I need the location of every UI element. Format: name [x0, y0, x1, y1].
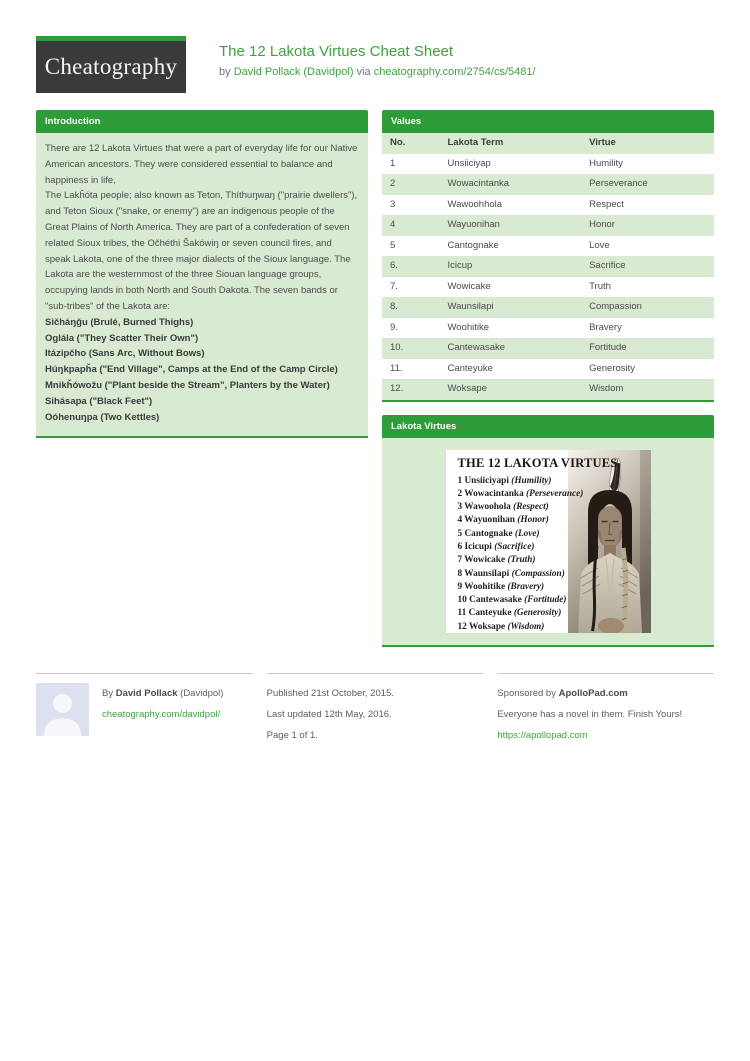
- virtue-name: (Humility): [511, 475, 552, 486]
- values-section: [382, 110, 714, 402]
- sponsor-line: [497, 683, 714, 704]
- table-cell: Icicup: [447, 260, 473, 271]
- virtue-name: (Love): [514, 528, 540, 539]
- lakota-bands-list: [45, 315, 359, 426]
- table-cell: Compassion: [589, 301, 642, 312]
- virtues-image-line: [458, 568, 651, 581]
- table-cell: Cantognake: [447, 239, 499, 251]
- footer-sponsor-column: [497, 673, 714, 746]
- table-cell: Waunsilapi: [447, 301, 494, 312]
- table-row: [382, 236, 714, 257]
- virtues-image-line: [458, 581, 651, 594]
- footer-author-handle: (Davidpol): [177, 687, 224, 699]
- virtue-name: (Generosity): [513, 608, 562, 619]
- virtue-name: (Respect): [513, 502, 549, 513]
- table-row: [382, 297, 714, 318]
- band-line: Oglála ("They Scatter Their Own"): [45, 332, 199, 344]
- lakota-virtues-section-header: Lakota Virtues: [382, 415, 714, 438]
- avatar[interactable]: [36, 683, 89, 736]
- virtue-name: (Fortitude): [524, 595, 567, 606]
- virtues-image-line: [458, 541, 651, 554]
- virtues-image-line: [458, 488, 651, 501]
- virtues-image: [446, 450, 651, 633]
- table-row: [382, 338, 714, 359]
- byline-prefix: by: [219, 66, 234, 78]
- table-cell: Cantewasake: [447, 342, 506, 353]
- footer-author-link[interactable]: cheatography.com/davidpol/: [102, 708, 221, 720]
- author-link[interactable]: David Pollack (Davidpol): [233, 66, 354, 78]
- table-row: [382, 215, 714, 236]
- table-cell: Woksape: [447, 383, 487, 394]
- table-cell: Humility: [589, 157, 623, 169]
- table-cell: Canteyuke: [447, 362, 493, 374]
- column-header-lakota-term: Lakota Term: [439, 133, 581, 154]
- page-count: Page 1 of 1.: [266, 729, 318, 741]
- virtue-name: (Perseverance): [526, 488, 584, 499]
- values-table-body: [382, 154, 714, 400]
- footer-by-label: By: [102, 687, 116, 699]
- virtue-name: (Wisdom): [507, 621, 545, 632]
- virtue-term: 12 Woksape: [457, 621, 508, 632]
- values-table: [382, 133, 714, 400]
- footer-author-column: [36, 673, 253, 746]
- footer-author-name: David Pollack: [115, 687, 178, 699]
- virtues-image-list: [458, 475, 651, 633]
- table-cell: 12.: [390, 383, 404, 394]
- table-row: [382, 154, 714, 175]
- virtue-term: 7 Wowicake: [457, 555, 508, 566]
- header: [36, 36, 714, 93]
- right-column: [382, 110, 714, 660]
- sponsor-link[interactable]: https://apollopad.com: [497, 729, 588, 741]
- virtues-image-title: THE 12 LAKOTA VIRTUES: [457, 455, 618, 470]
- virtues-image-line: [458, 475, 651, 488]
- table-cell: Sacrifice: [589, 260, 626, 271]
- table-row: [382, 277, 714, 298]
- band-line: Húŋkpapȟa ("End Village", Camps at the End of the Camp Circle): [45, 364, 338, 376]
- table-cell: Unsiiciyap: [447, 157, 491, 169]
- virtues-image-line: [458, 528, 651, 541]
- introduction-section-body: [36, 133, 368, 438]
- virtue-term: 5 Cantognake: [457, 528, 515, 539]
- table-cell: Perseverance: [589, 178, 648, 189]
- published-date: Published 21st October, 2015.: [266, 687, 394, 699]
- virtue-term: 2 Wowacintanka: [457, 488, 527, 499]
- table-cell: Wowicake: [447, 280, 491, 292]
- band-line: Sičháŋǧu (Brulé, Burned Thighs): [45, 316, 194, 328]
- table-row: [382, 256, 714, 277]
- sponsor-name: ApolloPad.com: [558, 687, 628, 699]
- values-section-body: [382, 133, 714, 402]
- table-cell: Wowacintanka: [447, 178, 510, 189]
- band-line: Oóhenuŋpa (Two Kettles): [45, 411, 160, 423]
- table-cell: 3: [390, 198, 396, 210]
- table-header-row: [382, 133, 714, 154]
- sponsor-label: Sponsored by: [497, 687, 559, 699]
- table-row: [382, 174, 714, 195]
- table-cell: 2: [390, 178, 396, 189]
- virtue-term: 6 Icicupi: [457, 541, 495, 552]
- table-cell: Bravery: [589, 321, 622, 333]
- title-block: [219, 36, 536, 78]
- lakota-virtues-section: [382, 415, 714, 647]
- table-cell: 8.: [390, 301, 398, 312]
- table-cell: Woohitike: [447, 321, 490, 333]
- table-cell: 1: [390, 157, 396, 169]
- table-cell: Wawoohhola: [447, 198, 503, 210]
- table-cell: Wayuonihan: [447, 219, 500, 230]
- column-header-virtue: Virtue: [581, 133, 714, 154]
- virtue-term: 8 Waunsilapi: [457, 568, 512, 579]
- table-cell: Fortitude: [589, 342, 627, 353]
- table-cell: Honor: [589, 219, 615, 230]
- table-cell: 9.: [390, 321, 398, 333]
- band-line: Itázipčho (Sans Arc, Without Bows): [45, 348, 205, 360]
- band-line: Mnikȟówožu ("Plant beside the Stream", Planters by the Water): [45, 379, 330, 391]
- table-cell: 5: [390, 239, 396, 251]
- values-section-header: Values: [382, 110, 714, 133]
- page-title: The 12 Lakota Virtues Cheat Sheet: [219, 43, 454, 60]
- sheet-url-link[interactable]: cheatography.com/2754/cs/5481/: [373, 66, 536, 78]
- column-header-no: No.: [382, 133, 439, 154]
- content-columns: [36, 110, 714, 660]
- table-row: [382, 318, 714, 339]
- virtue-name: (Bravery): [507, 581, 545, 592]
- virtue-name: (Compassion): [511, 568, 565, 579]
- virtues-image-line: [458, 621, 651, 633]
- byline: [219, 66, 536, 78]
- virtues-image-line: [458, 607, 651, 620]
- table-cell: Love: [589, 239, 610, 251]
- table-cell: 10.: [390, 342, 404, 353]
- table-cell: Truth: [589, 280, 611, 292]
- virtues-image-line: [458, 501, 651, 514]
- virtue-term: 1 Unsiiciyapi: [457, 475, 512, 486]
- virtue-term: 9 Woohitike: [457, 581, 508, 592]
- table-cell: 6.: [390, 260, 398, 271]
- via-label: via: [353, 66, 374, 78]
- table-cell: Wisdom: [589, 383, 624, 394]
- table-cell: 11.: [390, 362, 403, 374]
- virtue-name: (Sacrifice): [494, 541, 535, 552]
- virtue-term: 4 Wayuonihan: [457, 515, 518, 526]
- virtues-image-line: [458, 594, 651, 607]
- table-row: [382, 195, 714, 216]
- virtues-image-line: [458, 514, 651, 527]
- intro-paragraph-1: There are 12 Lakota Virtues that were a part of everyday life for our Native American ancestors. They were considered essential to balance and happiness in life,: [45, 143, 358, 186]
- virtue-term: 3 Wawoohola: [457, 502, 514, 513]
- table-cell: 4: [390, 219, 396, 230]
- footer-byline: [102, 683, 223, 704]
- cheatography-logo[interactable]: [36, 36, 186, 93]
- introduction-section: [36, 110, 368, 438]
- lakota-virtues-section-body: [382, 438, 714, 647]
- band-line: Sihásapa ("Black Feet"): [45, 395, 153, 407]
- table-row: [382, 379, 714, 400]
- virtue-term: 10 Cantewasake: [457, 595, 525, 606]
- virtues-image-line: [458, 554, 651, 567]
- virtue-name: (Truth): [507, 555, 536, 566]
- left-column: [36, 110, 368, 451]
- table-cell: Generosity: [589, 362, 636, 374]
- sponsor-tagline: Everyone has a novel in them. Finish Yours!: [497, 708, 683, 720]
- introduction-section-header: Introduction: [36, 110, 368, 133]
- virtue-term: 11 Canteyuke: [457, 608, 514, 619]
- intro-paragraph-2: The Lakȟóta people; also known as Teton, Thíthuŋwaŋ ("prairie dwellers"), and Teton Sioux ("snake, or enemy") are an indigenous people of the Great Plains of North America. They are part of a confederation of seven related Sioux tribes, the Očhéthi Šakówiŋ or seven council fires, and speak Lakota, one of the three major dialects of the Sioux language. The Lakota are the westernmost of the three Siouan language groups, occupying lands in both North and South Dakota. The seven bands or "sub-tribes" of the Lakota are:: [45, 190, 358, 312]
- footer-meta-column: [267, 673, 484, 746]
- virtues-image-text: [446, 450, 651, 633]
- logo-text: Cheatography: [44, 54, 178, 79]
- table-cell: Respect: [589, 198, 624, 210]
- table-row: [382, 359, 714, 380]
- virtue-name: (Honor): [517, 515, 549, 526]
- footer: [36, 673, 714, 746]
- table-cell: 7.: [390, 280, 398, 292]
- updated-date: Last updated 12th May, 2016.: [266, 708, 392, 720]
